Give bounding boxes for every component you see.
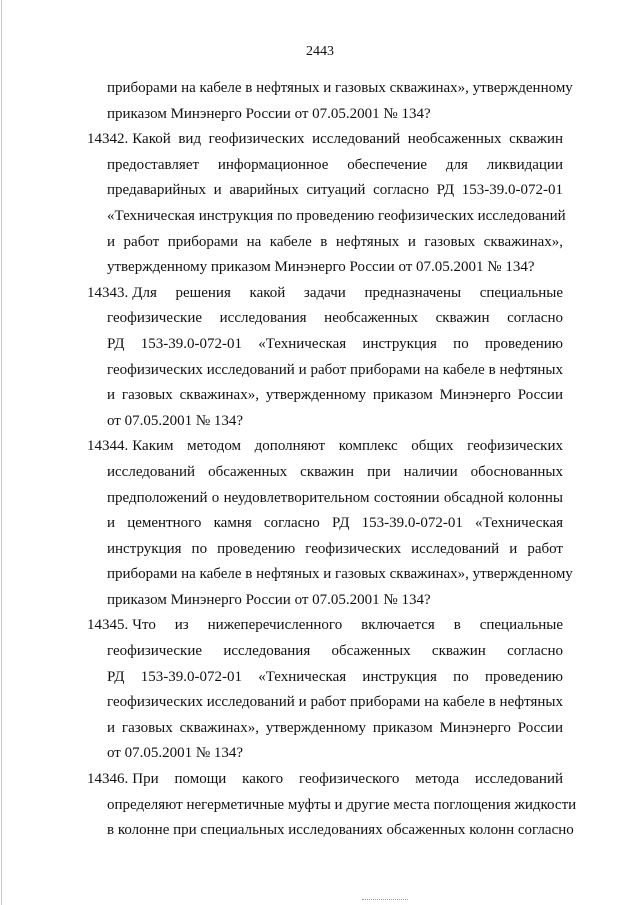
question-text: Что из нижеперечисленного включается в специальные xyxy=(132,617,563,634)
text-line: исследований обсаженных скважин при наличии обоснованных xyxy=(107,463,563,480)
question-number: 14343. xyxy=(87,284,129,301)
text-line xyxy=(87,127,563,153)
text-line xyxy=(87,434,563,460)
question-text: Каким методом дополняют комплекс общих геофизических xyxy=(132,438,563,455)
text-line: «Техническая инструкция по проведению геофизических исследований xyxy=(107,207,566,224)
text-line: от 07.05.2001 № 134? xyxy=(107,412,244,429)
text-line: приказом Минэнерго России от 07.05.2001 № 134? xyxy=(107,105,431,122)
question-list xyxy=(87,76,577,844)
text-line: в колонне при специальных исследованиях обсаженных колонн согласно xyxy=(107,822,574,839)
text-line: определяют негерметичные муфты и другие места поглощения жидкости xyxy=(107,796,577,813)
text-line: и газовых скважинах», утвержденному приказом Минэнерго России xyxy=(107,719,563,736)
text-line: инструкция по проведению геофизических исследований и работ xyxy=(107,540,563,557)
text-line: и цементного камня согласно РД 153-39.0-072-01 «Техническая xyxy=(107,515,563,532)
text-line: предположений о неудовлетворительном состоянии обсадной колонны xyxy=(107,489,563,506)
page-number: 2443 xyxy=(306,44,334,59)
question-14342 xyxy=(87,127,566,281)
scan-edge-line xyxy=(1,0,2,905)
text-line: и работ приборами на кабеле в нефтяных и газовых скважинах», xyxy=(107,233,563,250)
text-line: предоставляет информационное обеспечение для ликвидации xyxy=(107,156,563,173)
text-line: от 07.05.2001 № 134? xyxy=(107,745,244,762)
text-line: РД 153-39.0-072-01 «Техническая инструкция по проведению xyxy=(107,335,563,352)
text-line xyxy=(87,613,563,639)
text-line: приборами на кабеле в нефтяных и газовых скважинах», утвержденному xyxy=(107,566,573,583)
text-line: приборами на кабеле в нефтяных и газовых скважинах», утвержденному xyxy=(107,80,573,96)
text-line: утвержденному приказом Минэнерго России от 07.05.2001 № 134? xyxy=(107,259,535,276)
text-line: приказом Минэнерго России от 07.05.2001 № 134? xyxy=(107,591,431,608)
question-number: 14346. xyxy=(87,771,129,788)
question-text: Для решения какой задачи предназначены специальные xyxy=(132,284,563,301)
question-number: 14342. xyxy=(87,131,129,148)
scan-artifact-dots xyxy=(362,899,408,901)
text-line: геофизические исследования обсаженных скважин согласно xyxy=(107,643,563,660)
text-line: предаварийных и аварийных ситуаций согласно РД 153-39.0-072-01 xyxy=(107,182,563,199)
question-14346 xyxy=(87,767,577,844)
text-line: геофизические исследования необсаженных скважин согласно xyxy=(107,310,563,327)
text-line: и газовых скважинах», утвержденному приказом Минэнерго России xyxy=(107,387,563,404)
intro-continuation xyxy=(107,76,573,127)
question-text: Какой вид геофизических исследований необсаженных скважин xyxy=(132,131,563,148)
text-line xyxy=(87,281,563,307)
question-number: 14344. xyxy=(87,438,129,455)
question-number: 14345. xyxy=(87,617,129,634)
text-line: РД 153-39.0-072-01 «Техническая инструкция по проведению xyxy=(107,668,563,685)
question-14345 xyxy=(87,613,563,767)
text-line: геофизических исследований и работ приборами на кабеле в нефтяных xyxy=(107,694,563,711)
text-line: геофизических исследований и работ приборами на кабеле в нефтяных xyxy=(107,361,563,378)
question-14343 xyxy=(87,281,563,435)
question-14344 xyxy=(87,434,573,613)
question-text: При помощи какого геофизического метода исследований xyxy=(132,771,563,788)
text-line xyxy=(87,767,563,793)
